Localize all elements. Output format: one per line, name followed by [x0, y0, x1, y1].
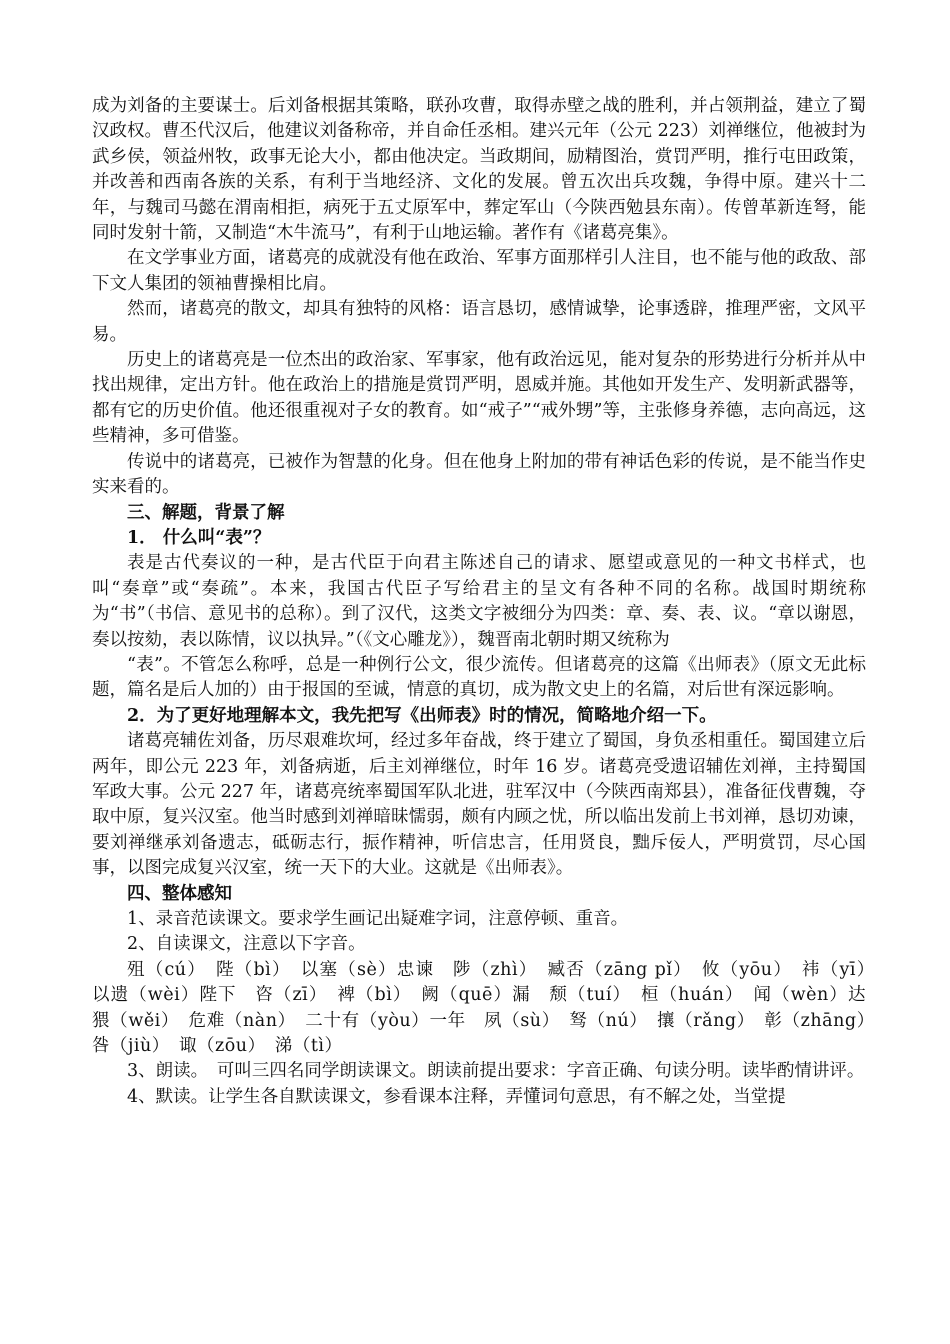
section-heading-background: 三、解题，背景了解: [127, 502, 285, 523]
subheading-writing-context: 2．为了更好地理解本文，我先把写《出师表》时的情况，简略地介绍一下。: [127, 705, 717, 726]
paragraph-biography: 成为刘备的主要谋士。后刘备根据其策略，联孙攻曹，取得赤壁之战的胜利，并占领荆益，建立了蜀汉政权。曹丕代汉后，他建议刘备称帝，并自命任丞相。建兴元年（公元 223）刘禅继位，他被封为武乡侯，领益州牧，政事无论大小，都由他决定。当政期间，励精图治，赏罚严明，推行屯田政策，并改善和西南各族的关系，有利于当地经济、文化的发展。曾五次出兵攻魏，争得中原。建兴十二年，与魏司马懿在渭南相拒，病死于五丈原军中，葬定军山（今陕西勉县东南）。传曾革新连弩，能同时发射十箭，又制造“木牛流马”，有利于山地运输。著作有《诸葛亮集》。: [92, 96, 866, 244]
subheading-what-is-biao: 1． 什么叫“表”？: [127, 527, 271, 548]
section-heading-overall-perception: 四、整体感知: [127, 883, 232, 904]
list-item-self-reading: 2、自读课文，注意以下字音。: [127, 934, 366, 955]
list-item-listen-recording: 1、录音范读课文。要求学生画记出疑难字词，注意停顿、重音。: [127, 909, 629, 929]
document-page: [92, 94, 884, 1110]
paragraph-legend: 传说中的诸葛亮，已被作为智慧的化身。但在他身上附加的带有神话色彩的传说，是不能当作史实来看的。: [92, 451, 866, 498]
paragraph-prose-style: 然而，诸葛亮的散文，却具有独特的风格：语言恳切，感情诚挚，论事透辟，推理严密，文风平易。: [92, 299, 866, 345]
list-item-read-aloud: 3、朗读。 可叫三四名同学朗读课文。朗读前提出要求：字音正确、句读分明。读毕酌情讲评。: [127, 1061, 865, 1082]
paragraph-historical-figure: 历史上的诸葛亮是一位杰出的政治家、军事家，他有政治远见，能对复杂的形势进行分析并从中找出规律，定出方针。他在政治上的措施是赏罚严明，恩威并施。其他如开发生产、发明新武器等，都有它的历史价值。他还很重视对子女的教育。如“戒子”“戒外甥”等，主张修身养德，志向高远，这些精神，多可借鉴。: [92, 350, 866, 447]
paragraph-literary-achievement: 在文学事业方面，诸葛亮的成就没有他在政治、军事方面那样引人注目，也不能与他的政敌、部下文人集团的领袖曹操相比肩。: [92, 248, 866, 294]
paragraph-writing-context: 诸葛亮辅佐刘备，历尽艰难坎坷，经过多年奋战，终于建立了蜀国，身负丞相重任。蜀国建立后两年，即公元 223 年，刘备病逝，后主刘禅继位，时年 16 岁。诸葛亮受遗诏辅佐刘禅，主持蜀国军政大事。公元 227 年，诸葛亮统率蜀国军队北进，驻军汉中（今陕西南郑县），准备征伐曹魏，夺取中原，复兴汉室。他当时感到刘禅暗昧懦弱，颇有内顾之忧，所以临出发前上书刘禅，恳切劝谏，要刘禅继承刘备遗志，砥砺志行，振作精神，听信忠言，任用贤良，黜斥佞人，严明赏罚，尽心国事，以图完成复兴汉室，统一天下的大业。这就是《出师表》。: [92, 731, 866, 879]
paragraph-biao-definition: 表是古代奏议的一种，是古代臣于向君主陈述自己的请求、愿望或意见的一种文书样式，也叫“奏章”或“奏疏”。本来，我国古代臣子写给君主的呈文有各种不同的名称。战国时期统称为“书”（书信、意见书的总称）。到了汉代，这类文字被细分为四类：章、奏、表、议。“章以谢恩，奏以按劾，表以陈情，议以执异。”（《文心雕龙》），魏晋南北朝时期又统称为: [92, 553, 866, 650]
pronunciation-list: 殂（cú） 陛（bì） 以塞（sè）忠谏 陟（zhì） 臧否（zāng pǐ） 攸（yōu） 祎（yī） 以遗（wèi）陛下 咨（zī） 裨（bì） 阙（quē）漏 颓（tuí） 桓（huán） 闻（wèn）达 猥（wěi） 危难（nàn） 二十有（yòu）一年 夙（sù） 驽（nú） 攘（rǎng） 彰（zhāng）咎（jiù） 诹（zōu） 涕（tì）: [92, 959, 884, 1057]
list-item-silent-reading: 4、默读。让学生各自默读课文，参看课本注释，弄懂词句意思，有不解之处，当堂提: [127, 1086, 786, 1107]
paragraph-biao-continued: “表”。不管怎么称呼，总是一种例行公文，很少流传。但诸葛亮的这篇《出师表》（原文无此标题，篇名是后人加的）由于报国的至诚，情意的真切，成为散文史上的名篇，对后世有深远影响。: [92, 654, 866, 701]
